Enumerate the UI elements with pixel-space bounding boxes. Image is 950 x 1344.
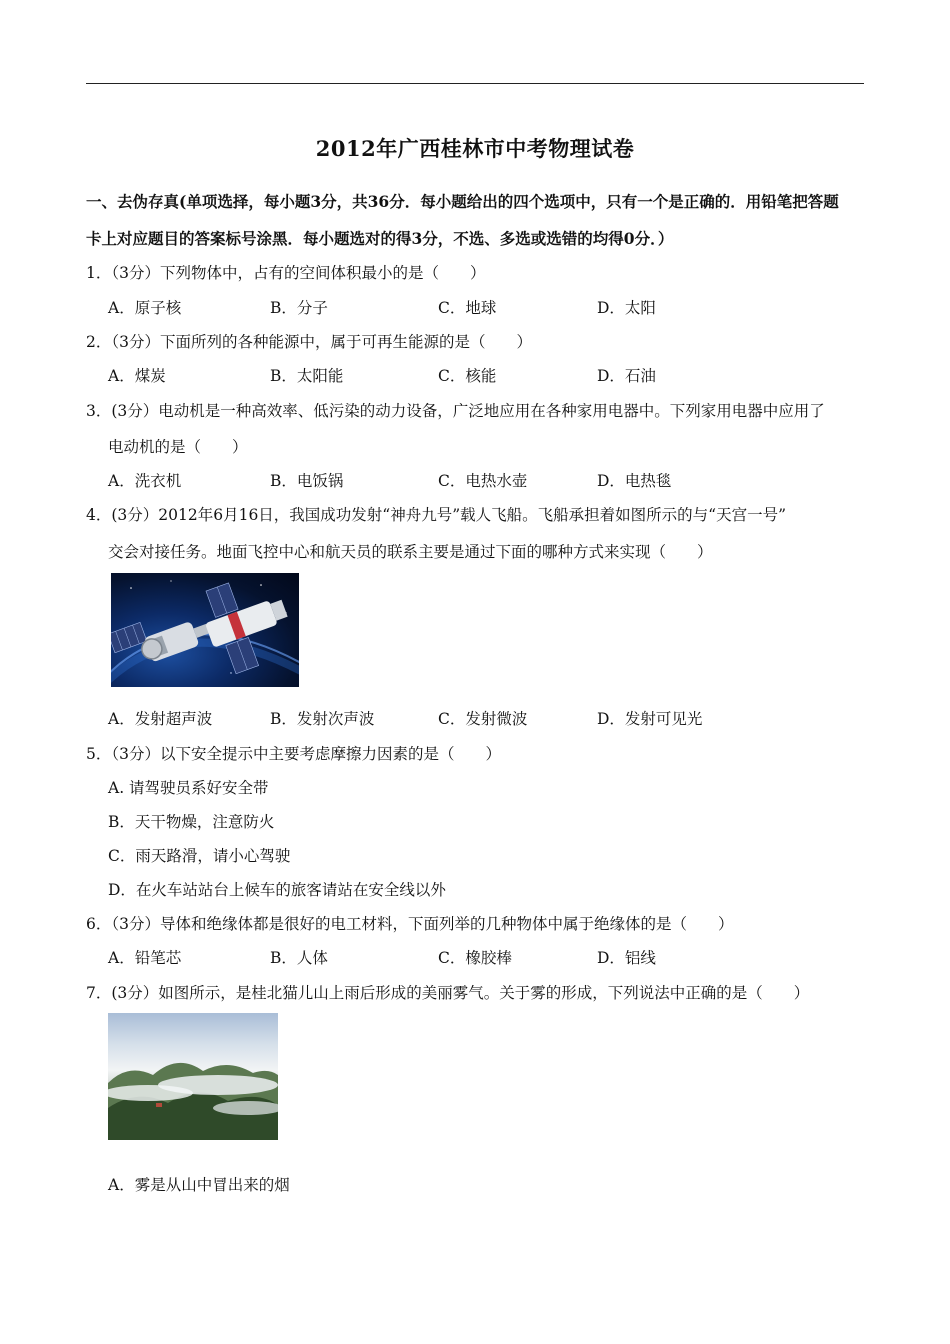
- question-5-stem: 5．（3分）以下安全提示中主要考虑摩擦力因素的是（ ）: [86, 745, 501, 763]
- question-3-option-c: C．电热水壶: [438, 472, 528, 490]
- section-instructions-line2: 卡上对应题目的答案标号涂黑．每小题选对的得3分，不选、多选或选错的均得0分．）: [86, 229, 674, 248]
- question-2-stem: 2．（3分）下面所列的各种能源中，属于可再生能源的是（ ）: [86, 333, 532, 351]
- question-1-option-d: D．太阳: [597, 299, 656, 317]
- question-4-option-a: A．发射超声波: [108, 710, 213, 728]
- question-3-option-b: B．电饭锅: [270, 472, 344, 490]
- question-2-option-c: C．核能: [438, 367, 497, 385]
- question-3-stem-line2: 电动机的是（ ）: [108, 438, 248, 456]
- question-6-option-a: A．铅笔芯: [108, 949, 182, 967]
- question-3-option-a: A．洗衣机: [108, 472, 182, 490]
- question-1-option-a: A．原子核: [108, 299, 182, 317]
- question-3-option-d: D．电热毯: [597, 472, 672, 490]
- spacecraft-docking-image: [111, 573, 299, 687]
- question-2-option-a: A．煤炭: [108, 367, 166, 385]
- question-4-option-b: B．发射次声波: [270, 710, 375, 728]
- question-7-option-a: A．雾是从山中冒出来的烟: [108, 1176, 290, 1194]
- question-4-option-c: C．发射微波: [438, 710, 528, 728]
- question-6-option-c: C．橡胶棒: [438, 949, 512, 967]
- question-5-option-d: D．在火车站站台上候车的旅客请站在安全线以外: [108, 881, 446, 899]
- question-6-stem: 6．（3分）导体和绝缘体都是很好的电工材料，下面列举的几种物体中属于绝缘体的是（ ）: [86, 915, 734, 933]
- question-4-option-d: D．发射可见光: [597, 710, 703, 728]
- question-6-option-d: D．铝线: [597, 949, 656, 967]
- question-2-option-d: D．石油: [597, 367, 656, 385]
- question-5-option-b: B．天干物燥，注意防火: [108, 813, 275, 831]
- question-6-option-b: B．人体: [270, 949, 328, 967]
- header-rule: [86, 83, 864, 84]
- question-4-stem-line2: 交会对接任务。地面飞控中心和航天员的联系主要是通过下面的哪种方式来实现（ ）: [108, 543, 713, 561]
- question-5-option-a: A. 请驾驶员系好安全带: [108, 779, 269, 797]
- question-1-option-c: C．地球: [438, 299, 497, 317]
- question-1-option-b: B．分子: [270, 299, 328, 317]
- question-4-stem-line1: 4．(3分）2012年6月16日，我国成功发射“神舟九号”载人飞船。飞船承担着如图所示的与“天宫一号”: [86, 506, 787, 524]
- question-5-option-c: C．雨天路滑，请小心驾驶: [108, 847, 291, 865]
- page-title: 2012年广西桂林市中考物理试卷: [315, 136, 635, 161]
- mountain-fog-image: [108, 1013, 278, 1140]
- question-7-stem: 7．(3分）如图所示，是桂北猫儿山上雨后形成的美丽雾气。关于雾的形成，下列说法中正确的是（ ）: [86, 984, 810, 1002]
- question-1-stem: 1．（3分）下列物体中，占有的空间体积最小的是（ ）: [86, 264, 486, 282]
- question-2-option-b: B．太阳能: [270, 367, 344, 385]
- section-instructions-line1: 一、去伪存真(单项选择，每小题3分，共36分．每小题给出的四个选项中，只有一个是正确的．用铅笔把答题: [86, 192, 839, 211]
- question-3-stem-line1: 3．(3分）电动机是一种高效率、低污染的动力设备，广泛地应用在各种家用电器中。下列家用电器中应用了: [86, 402, 825, 420]
